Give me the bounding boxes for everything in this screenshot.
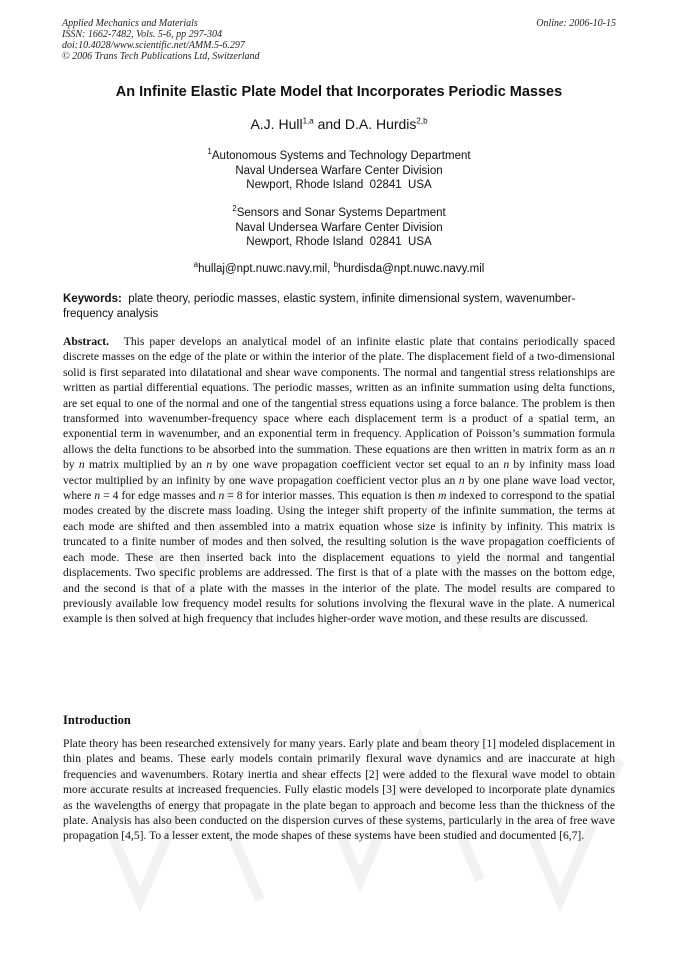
abstract-label: Abstract. [63,335,110,348]
journal-name: Applied Mechanics and Materials [62,18,198,29]
introduction-paragraph: Plate theory has been researched extensively for many years. Early plate and beam theory [1] modeled displacement in thin plates and beams. These early models contain primarily flexural wave dynamics and are inaccurate at high frequencies and wavenumbers. Rotary inertia and shear effects [2] were added to the flexural wave model to obtain more accurate results at increased frequencies. Fully elastic models [3] were developed to incorporate plate dynamics as the wavelengths of energy that propagate in the plate began to approach and become less than the thickness of the plate. Analysis has also been conducted on the dispersion curves of these systems, particularly in the area of free wave propagation [4,5]. To a lesser extent, the mode shapes of these systems have been studied and documented [6,7]. [63,737,615,843]
abstract-text-8: = 8 for interior masses. This equation is then [224,489,438,503]
abstract-block [63,334,615,627]
affiliation-2 [40,206,638,250]
journal-info [62,18,260,62]
abstract-text-1: This paper develops an analytical model of an infinite elastic plate that contains periodically spaced discrete masses on the edge of the plate or within the interior of the plate. The displacement field of a two-dimensional solid is first separated into dilatational and shear wave components. The normal and tangential stress relationships are written as partial differential equations. The periodic masses, written as an infinite summation using delta functions, are set equal to one of the normal and one of the tangential stress equations using a force balance. The problem is then transformed into wavenumber-frequency space where each displacement term is a product of a spatial term, an exponential term in wavenumber, and an exponential term in frequency. Application of Poisson’s summation formula allows the delta functions to be absorbed into the summation. These equations are then written in matrix form as an [63,335,615,456]
online-date: Online: 2006-10-15 [536,18,616,29]
email-line [40,260,638,275]
abstract-var-m: m [437,489,447,503]
author-1-name: A.J. Hull [250,116,303,132]
author-line [40,116,638,132]
affiliation-2-line-1: Sensors and Sonar Systems Department [236,207,446,219]
affiliation-2-line-2: Naval Undersea Warfare Center Division [235,221,443,234]
abstract-var-n: n [94,489,101,503]
keywords-label: Keywords: [63,293,122,305]
copyright-line: © 2006 Trans Tech Publications Ltd, Switzerland [62,51,260,62]
abstract-text-3: matrix multiplied by an [84,458,207,472]
keywords-block [63,292,618,322]
abstract-text-9: indexed to correspond to the spatial modes created by the discrete mass loading. Using the integer shift property of the infinite summation, the terms at each mode are shifted and then assembled into a matrix equation whose size is infinity by infinity. This matrix is truncated to a finite number of modes and then solved, the resulting solution is the wave propagation coefficients of each mode. These are then inserted back into the displacement equations to yield the normal and tangential displacements. Two specific problems are addressed. The first is that of a plate with the masses on the bottom edge, and the second is that of a plate with the masses in the interior of the plate. The model results are compared to previously available low frequency model results for solutions involving the flexural wave in the plate. A numerical example is then solved at high frequency that includes higher-order wave motion, and these results are discussed. [63,489,615,626]
email-b[interactable]: hurdisda@npt.nuwc.navy.mil [338,263,485,275]
author-1-sup: 1,a [302,116,314,126]
doi-line: doi:10.4028/www.scientific.net/AMM.5-6.297 [62,40,245,51]
abstract-text-2: by [63,458,79,472]
affiliation-1-line-2: Naval Undersea Warfare Center Division [235,164,443,177]
paper-title: An Infinite Elastic Plate Model that Incorporates Periodic Masses [115,84,563,100]
affiliation-1 [40,149,638,193]
abstract-text-4: by one wave propagation coefficient vector set equal to an [212,458,504,472]
affiliation-1-line-3: Newport, Rhode Island 02841 USA [246,179,432,191]
abstract-var-n: n [78,458,85,472]
introduction-heading: Introduction [63,713,131,727]
abstract-var-n: n [458,473,465,487]
email-a[interactable]: hullaj@npt.nuwc.navy.mil [198,263,328,275]
abstract-var-n: n [609,442,615,456]
issn-line: ISSN: 1662-7482, Vols. 5-6, pp 297-304 [62,29,222,40]
abstract-var-n: n [503,458,510,472]
affiliation-1-line-1: Autonomous Systems and Technology Department [211,150,471,162]
abstract-text-6: by one plane wave load vector, where [63,473,615,503]
abstract-text-7: = 4 for edge masses and [100,489,219,503]
email-a-sup: a [193,260,199,270]
abstract-var-n: n [218,489,225,503]
author-2-name: D.A. Hurdis [344,116,417,132]
abstract-text-5: by infinity mass load vector multiplied by an infinity by one wave propagation coefficient vector plus an [63,458,615,487]
author-conjunction: and [313,116,345,132]
email-b-sup: b [333,260,339,270]
abstract-var-n: n [206,458,213,472]
affiliation-2-sup: 2 [232,204,237,214]
keywords-text: plate theory, periodic masses, elastic system, infinite dimensional system, wavenumber-frequency analysis [63,293,576,320]
author-2-sup: 2,b [416,116,428,126]
affiliation-2-line-3: Newport, Rhode Island 02841 USA [246,236,432,248]
email-separator: , [327,263,334,275]
affiliation-1-sup: 1 [207,147,212,157]
